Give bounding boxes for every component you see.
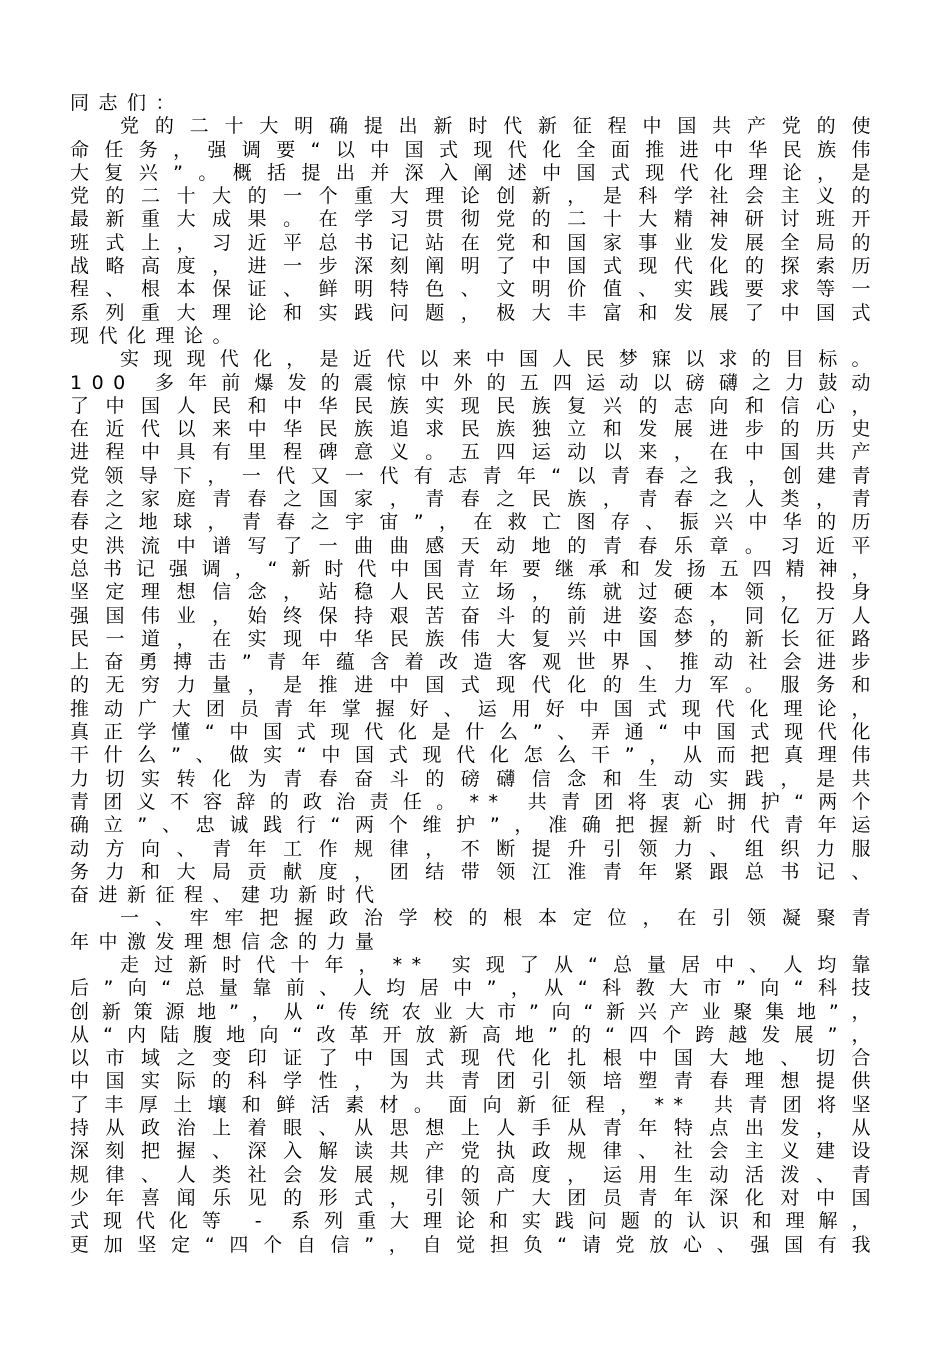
text-line: 创新策源地”，从“传统农业大市”向“新兴产业聚集地”，: [70, 1000, 880, 1023]
text-line: 春之家庭青春之国家，青春之民族，青春之人类，青: [70, 488, 880, 511]
text-line: 党的二十大的一个重大理论创新，是科学社会主义的: [70, 185, 880, 208]
text-line: 的无穷力量，是推进中国式现代化的生力军。服务和: [70, 674, 880, 697]
text-line: 式现代化等 - 系列重大理论和实践问题的认识和理解，: [70, 1210, 880, 1233]
text-line: 务力和大局贡献度，团结带领江淮青年紧跟总书记、: [70, 860, 880, 883]
text-line: 现代化理论。: [70, 324, 242, 347]
text-line: 以市域之变印证了中国式现代化扎根中国大地、切合: [70, 1047, 880, 1070]
text-line: 青团义不容辞的政治责任。** 共青团将衷心拥护“两个: [70, 790, 880, 813]
text-line: 了丰厚土壤和鲜活素材。面向新征程，** 共青团将坚: [70, 1093, 880, 1116]
text-line: 一、牢牢把握政治学校的根本定位，在引领凝聚青: [120, 907, 880, 930]
text-line: 少年喜闻乐见的形式，引领广大团员青年深化对中国: [70, 1186, 880, 1209]
text-line: 党的二十大明确提出新时代新征程中国共产党的使: [120, 115, 880, 138]
text-line: 班式上，习近平总书记站在党和国家事业发展全局的: [70, 231, 880, 254]
text-line: 党领导下，一代又一代有志青年“以青春之我，创建青: [70, 464, 880, 487]
text-line: 了中国人民和中华民族实现民族复兴的志向和信心，: [70, 394, 880, 417]
text-line: 最新重大成果。在学习贯彻党的二十大精神研讨班开: [70, 208, 880, 231]
text-line: 推动广大团员青年掌握好、运用好中国式现代化理论，: [70, 697, 880, 720]
text-line: 确立”、忠诚践行“两个维护”，准确把握新时代青年运: [70, 814, 880, 837]
text-line: 系列重大理论和实践问题，极大丰富和发展了中国式: [70, 301, 880, 324]
text-line: 在近代以来中华民族追求民族独立和发展进步的历史: [70, 418, 880, 441]
text-line: 命任务，强调要“以中国式现代化全面推进中华民族伟: [70, 138, 880, 161]
text-line: 后”向“总量靠前、人均居中”，从“科教大市”向“科技: [70, 977, 880, 1000]
text-line: 100 多年前爆发的震惊中外的五四运动以磅礴之力鼓动: [70, 371, 880, 394]
text-line: 奋进新征程、建功新时代: [70, 884, 384, 907]
text-line: 战略高度，进一步深刻阐明了中国式现代化的探索历: [70, 255, 880, 278]
text-line: 民一道，在实现中华民族伟大复兴中国梦的新长征路: [70, 627, 880, 650]
text-line: 进程中具有里程碑意义。五四运动以来，在中国共产: [70, 441, 880, 464]
text-line: 从“内陆腹地向“改革开放新高地”的“四个跨越发展”，: [70, 1023, 880, 1046]
text-line: 动方向、青年工作规律，不断提升引领力、组织力服: [70, 837, 880, 860]
text-line: 规律、人类社会发展规律的高度，运用生动活泼、青: [70, 1163, 880, 1186]
text-line: 中国实际的科学性，为共青团引领培塑青春理想提供: [70, 1070, 880, 1093]
text-line: 真正学懂“中国式现代化是什么”、弄通“中国式现代化: [70, 721, 880, 744]
document-body: [70, 115, 880, 1257]
text-line: 持从政治上着眼、从思想上人手从青年特点出发，从: [70, 1117, 880, 1140]
text-line: 史洪流中谱写了一曲曲感天动地的青春乐章。习近平: [70, 534, 880, 557]
text-line: 更加坚定“四个自信”，自觉担负“请党放心、强国有我: [70, 1233, 880, 1256]
text-line: 大复兴”。概括提出并深入阐述中国式现代化理论，是: [70, 161, 880, 184]
text-line: 走过新时代十年，** 实现了从“总量居中、人均靠: [120, 953, 880, 976]
salutation: 同志们：: [70, 92, 185, 114]
text-line: 深刻把握、深入解读共产党执政规律、社会主义建设: [70, 1140, 880, 1163]
text-line: 上奋勇搏击”青年蕴含着改造客观世界、推动社会进步: [70, 651, 880, 674]
text-line: 力切实转化为青春奋斗的磅礴信念和生动实践，是共: [70, 767, 880, 790]
text-line: 干什么”、做实“中国式现代化怎么干”，从而把真理伟: [70, 744, 880, 767]
text-line: 程、根本保证、鲜明特色、文明价值、实践要求等一: [70, 278, 880, 301]
text-line: 春之地球，青春之宇宙”，在救亡图存、振兴中华的历: [70, 511, 880, 534]
document-page: [70, 92, 880, 1257]
text-line: 总书记强调，“新时代中国青年要继承和发扬五四精神，: [70, 557, 880, 580]
text-line: 坚定理想信念，站稳人民立场，练就过硬本领，投身: [70, 581, 880, 604]
text-line: 强国伟业，始终保持艰苦奋斗的前进姿态，同亿万人: [70, 604, 880, 627]
text-line: 实现现代化，是近代以来中国人民梦寐以求的目标。: [120, 348, 880, 371]
text-line: 年中激发理想信念的力量: [70, 930, 384, 953]
